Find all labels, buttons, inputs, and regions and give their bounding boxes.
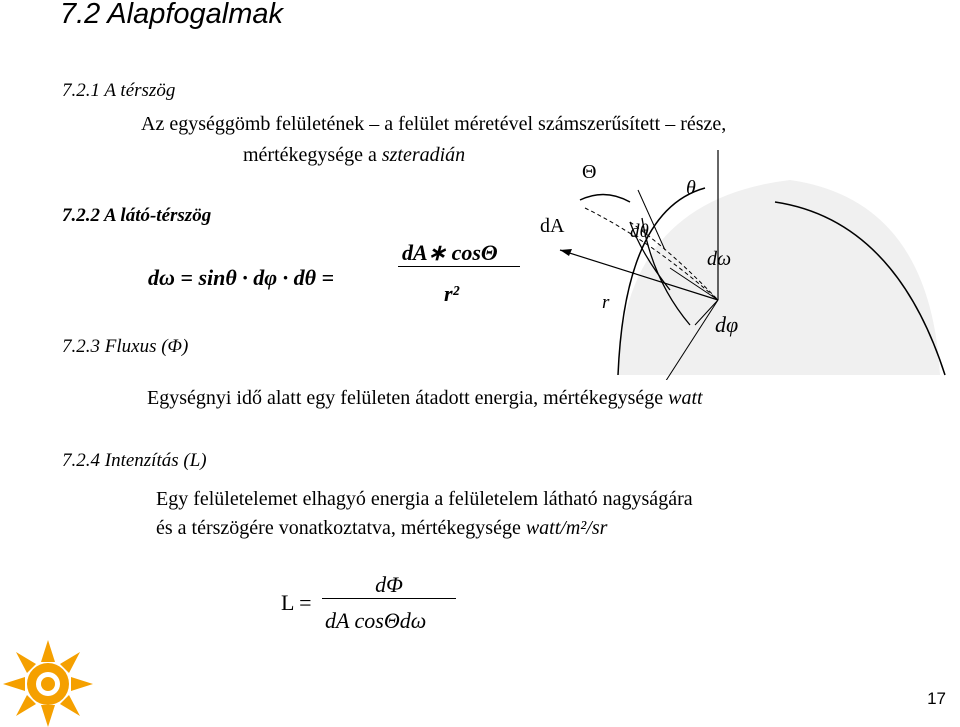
unit-prefix: mértékegysége a xyxy=(243,144,382,166)
intensity-definition-line2 xyxy=(156,517,607,540)
intensity-unit: watt/m²/sr xyxy=(525,517,608,539)
equation-L-denominator: dA cosΘdω xyxy=(325,608,427,633)
equation-domega-left: dω = sinθ · dφ · dθ = xyxy=(148,265,335,290)
heading-intensity: 7.2.4 Intenzítás (L) xyxy=(62,450,207,471)
flux-definition xyxy=(147,387,703,410)
page-title: 7.2 Alapfogalmak xyxy=(60,0,284,30)
solid-angle-unit-line xyxy=(243,144,465,167)
label-dphi: dφ xyxy=(715,312,739,337)
radius-arrowhead xyxy=(560,249,572,256)
dA-brace xyxy=(580,194,630,202)
label-domega: dω xyxy=(707,248,732,270)
flux-unit: watt xyxy=(668,387,703,409)
solid-angle-definition: Az egységgömb felületének – a felület méretével számszerűsített – része, xyxy=(141,113,727,135)
equation-domega-numerator: dA∗ cosΘ xyxy=(398,240,520,267)
label-small-theta: θ xyxy=(686,177,696,199)
equation-domega-denominator: r² xyxy=(444,281,460,306)
sun-logo-icon xyxy=(3,640,93,727)
heading-view-solid-angle: 7.2.2 A látó-térszög xyxy=(62,205,212,226)
label-big-theta: Θ xyxy=(582,161,597,183)
unit-steradian: szteradián xyxy=(381,144,466,166)
sphere-background xyxy=(618,180,940,375)
equation-L-left: L = xyxy=(281,590,312,615)
heading-flux: 7.2.3 Fluxus (Φ) xyxy=(62,336,189,357)
solid-angle-diagram xyxy=(530,140,950,380)
label-dA: dA xyxy=(540,215,565,237)
equation-L-numerator: dΦ xyxy=(322,572,456,599)
intensity-text: és a térszögére vonatkoztatva, mértékegysége xyxy=(156,517,526,539)
heading-solid-angle: 7.2.1 A térszög xyxy=(62,80,176,101)
label-r: r xyxy=(602,292,610,313)
intensity-definition-line1: Egy felületelemet elhagyó energia a felületelem látható nagyságára xyxy=(156,488,693,510)
flux-text: Egységnyi idő alatt egy felületen átadott energia, mértékegysége xyxy=(147,387,669,409)
page-number: 17 xyxy=(927,689,946,708)
label-dtheta: dθ xyxy=(630,221,649,242)
